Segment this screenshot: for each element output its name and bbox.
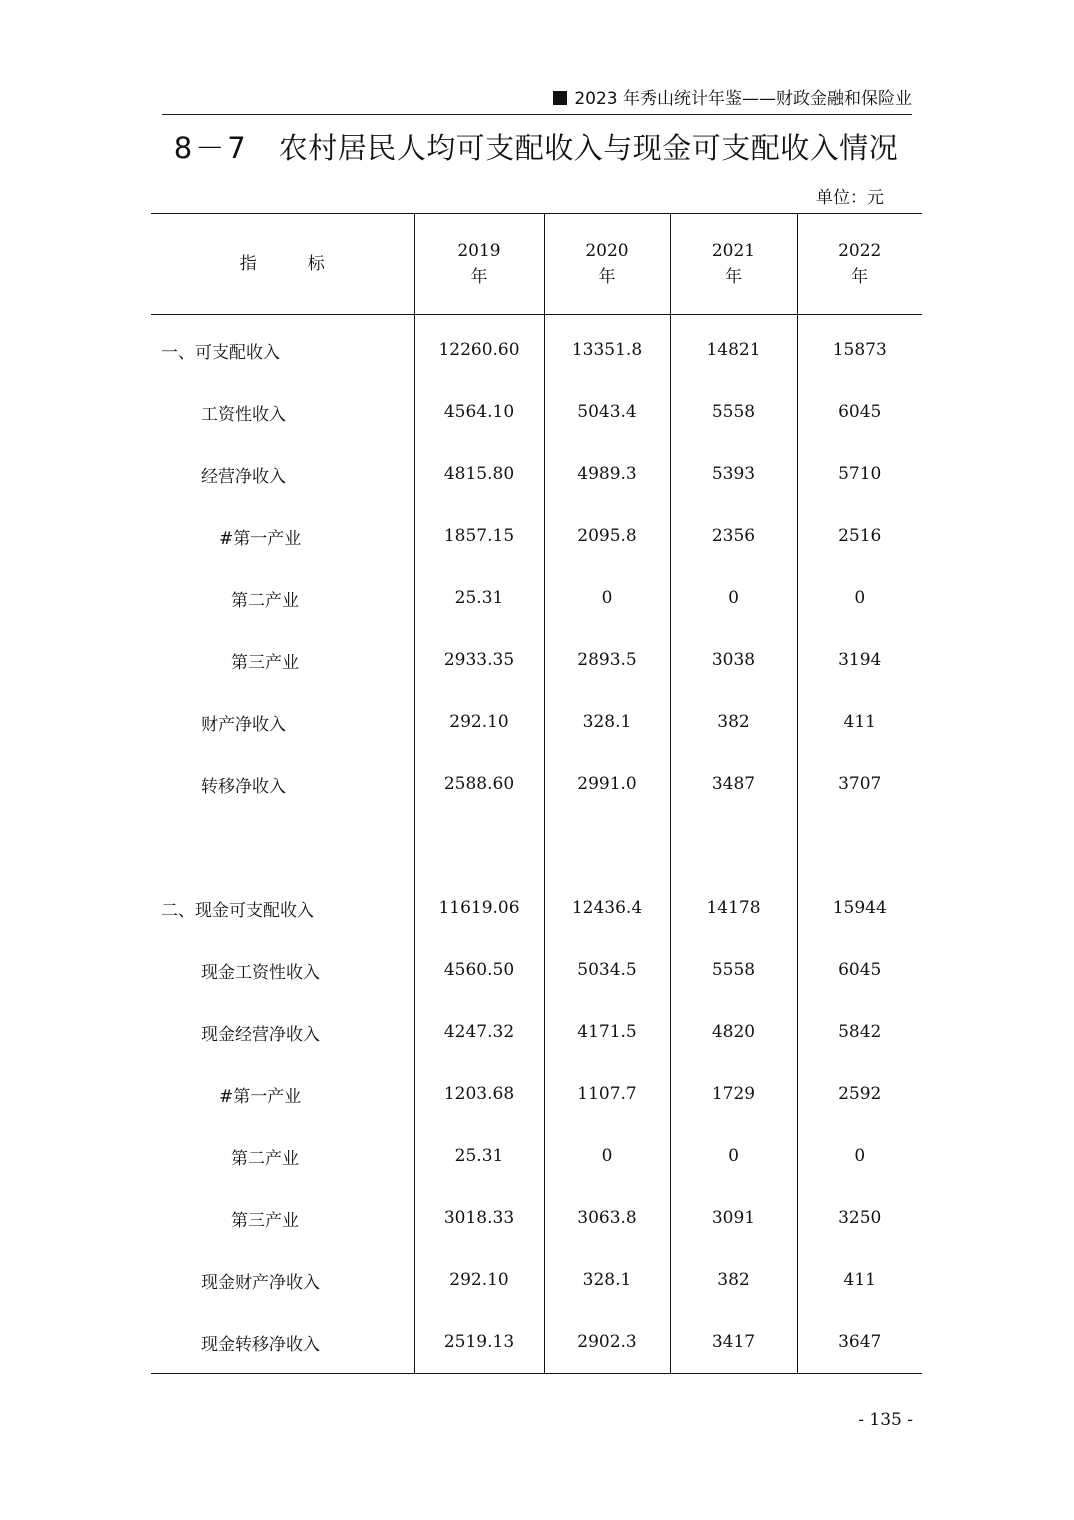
cell-2022: 3707 — [797, 753, 922, 815]
cell-2020: 4989.3 — [544, 443, 670, 505]
table-row — [151, 381, 922, 443]
cell-2021: 4820 — [670, 1001, 797, 1063]
year-header-2019: 2019 年 — [414, 214, 544, 315]
table-row — [151, 629, 922, 691]
cell-2020: 0 — [544, 1125, 670, 1187]
table-row — [151, 1063, 922, 1125]
indicator-header: 指标 — [151, 214, 414, 315]
cell-2020: 1107.7 — [544, 1063, 670, 1125]
row-label: 现金转移净收入 — [201, 1334, 320, 1355]
spacer-cell — [797, 815, 922, 877]
row-label: #第一产业 — [219, 528, 302, 549]
spacer-cell — [414, 815, 544, 877]
spacer-cell — [670, 815, 797, 877]
cell-2021: 1729 — [670, 1063, 797, 1125]
cell-2020: 2902.3 — [544, 1311, 670, 1374]
table-row — [151, 939, 922, 1001]
row-label: 财产净收入 — [201, 714, 286, 735]
table-row — [151, 753, 922, 815]
black-square-icon — [553, 91, 567, 105]
cell-2019: 2519.13 — [414, 1311, 544, 1374]
page-number: - 135 - — [858, 1410, 913, 1430]
cell-2021: 0 — [670, 1125, 797, 1187]
cell-2021: 0 — [670, 567, 797, 629]
cell-2022: 15944 — [797, 877, 922, 939]
cell-2020: 3063.8 — [544, 1187, 670, 1249]
table-row — [151, 315, 922, 382]
row-label: 第三产业 — [231, 1210, 299, 1231]
cell-2019: 25.31 — [414, 567, 544, 629]
table-row — [151, 443, 922, 505]
table-title: 农村居民人均可支配收入与现金可支配收入情况 — [278, 131, 899, 165]
cell-2021: 5558 — [670, 939, 797, 1001]
cell-2022: 2592 — [797, 1063, 922, 1125]
cell-2019: 4564.10 — [414, 381, 544, 443]
cell-2020: 2893.5 — [544, 629, 670, 691]
cell-2019: 25.31 — [414, 1125, 544, 1187]
year-header-2021: 2021 年 — [670, 214, 797, 315]
year-header-2020: 2020 年 — [544, 214, 670, 315]
cell-2020: 328.1 — [544, 691, 670, 753]
table-row — [151, 1187, 922, 1249]
cell-2022: 0 — [797, 1125, 922, 1187]
row-label: 二、现金可支配收入 — [161, 900, 314, 921]
row-label: 现金财产净收入 — [201, 1272, 320, 1293]
page-title — [150, 128, 922, 168]
cell-2021: 3091 — [670, 1187, 797, 1249]
table-body — [151, 315, 922, 1374]
table-row — [151, 691, 922, 753]
unit-label: 单位：元 — [816, 188, 884, 208]
row-label: 工资性收入 — [201, 404, 286, 425]
spacer-row — [151, 815, 922, 877]
row-label: 第二产业 — [231, 590, 299, 611]
table-row — [151, 877, 922, 939]
cell-2020: 13351.8 — [544, 315, 670, 382]
cell-2020: 5043.4 — [544, 381, 670, 443]
cell-2019: 4815.80 — [414, 443, 544, 505]
row-label: 第三产业 — [231, 652, 299, 673]
cell-2021: 5393 — [670, 443, 797, 505]
cell-2019: 1857.15 — [414, 505, 544, 567]
running-header — [162, 86, 912, 115]
cell-2020: 0 — [544, 567, 670, 629]
cell-2021: 14178 — [670, 877, 797, 939]
cell-2019: 3018.33 — [414, 1187, 544, 1249]
table-header — [151, 214, 922, 315]
row-label: 一、可支配收入 — [161, 342, 280, 363]
spacer-cell — [151, 815, 414, 877]
cell-2019: 2933.35 — [414, 629, 544, 691]
cell-2021: 382 — [670, 1249, 797, 1311]
running-header-title: 2023 年秀山统计年鉴——财政金融和保险业 — [574, 89, 912, 109]
cell-2019: 4560.50 — [414, 939, 544, 1001]
table-row — [151, 1311, 922, 1374]
cell-2022: 15873 — [797, 315, 922, 382]
row-label: 现金经营净收入 — [201, 1024, 320, 1045]
cell-2019: 2588.60 — [414, 753, 544, 815]
row-label: 第二产业 — [231, 1148, 299, 1169]
cell-2019: 12260.60 — [414, 315, 544, 382]
cell-2020: 12436.4 — [544, 877, 670, 939]
cell-2021: 3417 — [670, 1311, 797, 1374]
table-row — [151, 567, 922, 629]
cell-2021: 3487 — [670, 753, 797, 815]
cell-2022: 5710 — [797, 443, 922, 505]
row-label: 转移净收入 — [201, 776, 286, 797]
cell-2022: 6045 — [797, 381, 922, 443]
cell-2019: 1203.68 — [414, 1063, 544, 1125]
year-header-2022: 2022 年 — [797, 214, 922, 315]
cell-2020: 5034.5 — [544, 939, 670, 1001]
cell-2019: 11619.06 — [414, 877, 544, 939]
cell-2022: 6045 — [797, 939, 922, 1001]
cell-2021: 3038 — [670, 629, 797, 691]
cell-2020: 2095.8 — [544, 505, 670, 567]
cell-2021: 14821 — [670, 315, 797, 382]
table-number: 8－7 — [173, 131, 249, 165]
cell-2022: 3250 — [797, 1187, 922, 1249]
cell-2020: 328.1 — [544, 1249, 670, 1311]
table-row — [151, 505, 922, 567]
cell-2022: 411 — [797, 691, 922, 753]
cell-2022: 5842 — [797, 1001, 922, 1063]
cell-2022: 0 — [797, 567, 922, 629]
cell-2021: 382 — [670, 691, 797, 753]
cell-2022: 2516 — [797, 505, 922, 567]
cell-2021: 5558 — [670, 381, 797, 443]
table-row — [151, 1001, 922, 1063]
cell-2020: 2991.0 — [544, 753, 670, 815]
cell-2019: 292.10 — [414, 691, 544, 753]
row-label: 经营净收入 — [201, 466, 286, 487]
cell-2019: 4247.32 — [414, 1001, 544, 1063]
cell-2019: 292.10 — [414, 1249, 544, 1311]
cell-2022: 411 — [797, 1249, 922, 1311]
row-label: 现金工资性收入 — [201, 962, 320, 983]
income-table — [151, 213, 922, 1374]
row-label: #第一产业 — [219, 1086, 302, 1107]
spacer-cell — [544, 815, 670, 877]
header-row — [151, 214, 922, 315]
table-row — [151, 1249, 922, 1311]
cell-2022: 3647 — [797, 1311, 922, 1374]
cell-2022: 3194 — [797, 629, 922, 691]
table-row — [151, 1125, 922, 1187]
cell-2021: 2356 — [670, 505, 797, 567]
cell-2020: 4171.5 — [544, 1001, 670, 1063]
